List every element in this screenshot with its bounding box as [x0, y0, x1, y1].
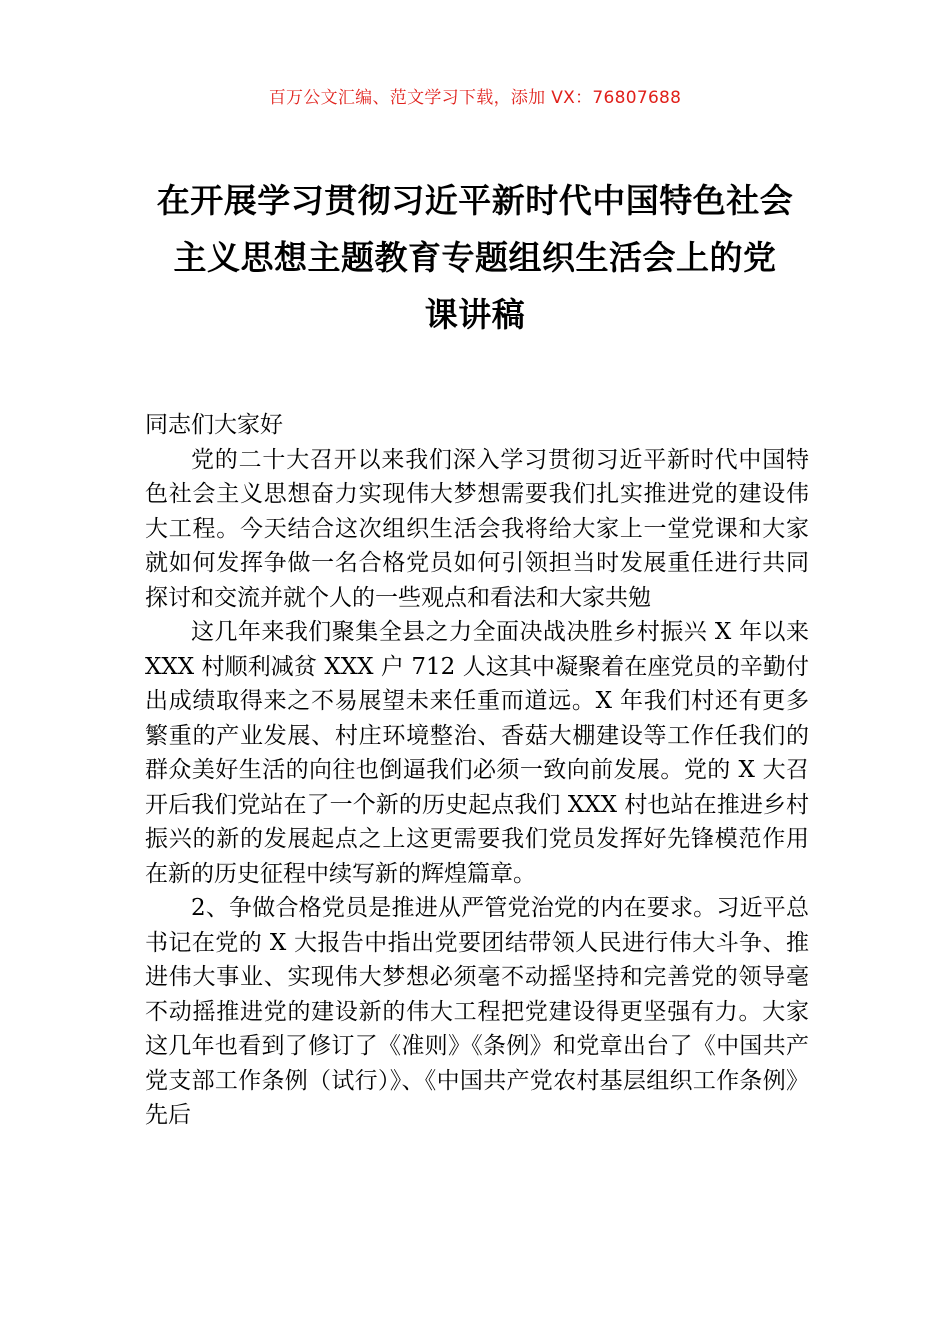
document-body [145, 408, 809, 1133]
paragraph-1: 党的二十大召开以来我们深入学习贯彻习近平新时代中国特色社会主义思想奋力实现伟大梦想需要我们扎实推进党的建设伟大工程。今天结合这次组织生活会我将给大家上一堂党课和大家就如何发挥争做一名合格党员如何引领担当时发展重任进行共同探讨和交流并就个人的一些观点和看法和大家共勉 [145, 446, 809, 611]
title-line-2: 主义思想主题教育专题组织生活会上的党 [173, 238, 777, 277]
paragraph-2: 这几年来我们聚集全县之力全面决战决胜乡村振兴 X 年以来 XXX 村顺利减贫 XXX 户 712 人这其中凝聚着在座党员的辛勤付出成绩取得来之不易展望未来任重而道远。X 年我们村还有更多繁重的产业发展、村庄环境整治、香菇大棚建设等工作任我们的群众美好生活的向往也倒逼我们必须一致向前发展。党的 X 大召开后我们党站在了一个新的历史起点我们 XXX 村也站在推进乡村振兴的新的发展起点之上这更需要我们党员发挥好先锋模范作用在新的历史征程中续写新的辉煌篇章。 [145, 619, 809, 887]
document-title [140, 172, 810, 343]
salutation: 同志们大家好 [145, 412, 283, 438]
paragraph-3: 2、争做合格党员是推进从严管党治党的内在要求。习近平总书记在党的 X 大报告中指出党要团结带领人民进行伟大斗争、推进伟大事业、实现伟大梦想必须毫不动摇坚持和完善党的领导毫不动摇推进党的建设新的伟大工程把党建设得更坚强有力。大家这几年也看到了修订了《准则》《条例》和党章出台了《中国共产党支部工作条例（试行）》、《中国共产党农村基层组织工作条例》先后 [145, 895, 809, 1128]
header-contact-note: 百万公文汇编、范文学习下载，添加 VX：76807688 [268, 88, 682, 108]
title-line-3: 课讲稿 [424, 295, 526, 334]
title-line-1: 在开展学习贯彻习近平新时代中国特色社会 [156, 181, 794, 220]
